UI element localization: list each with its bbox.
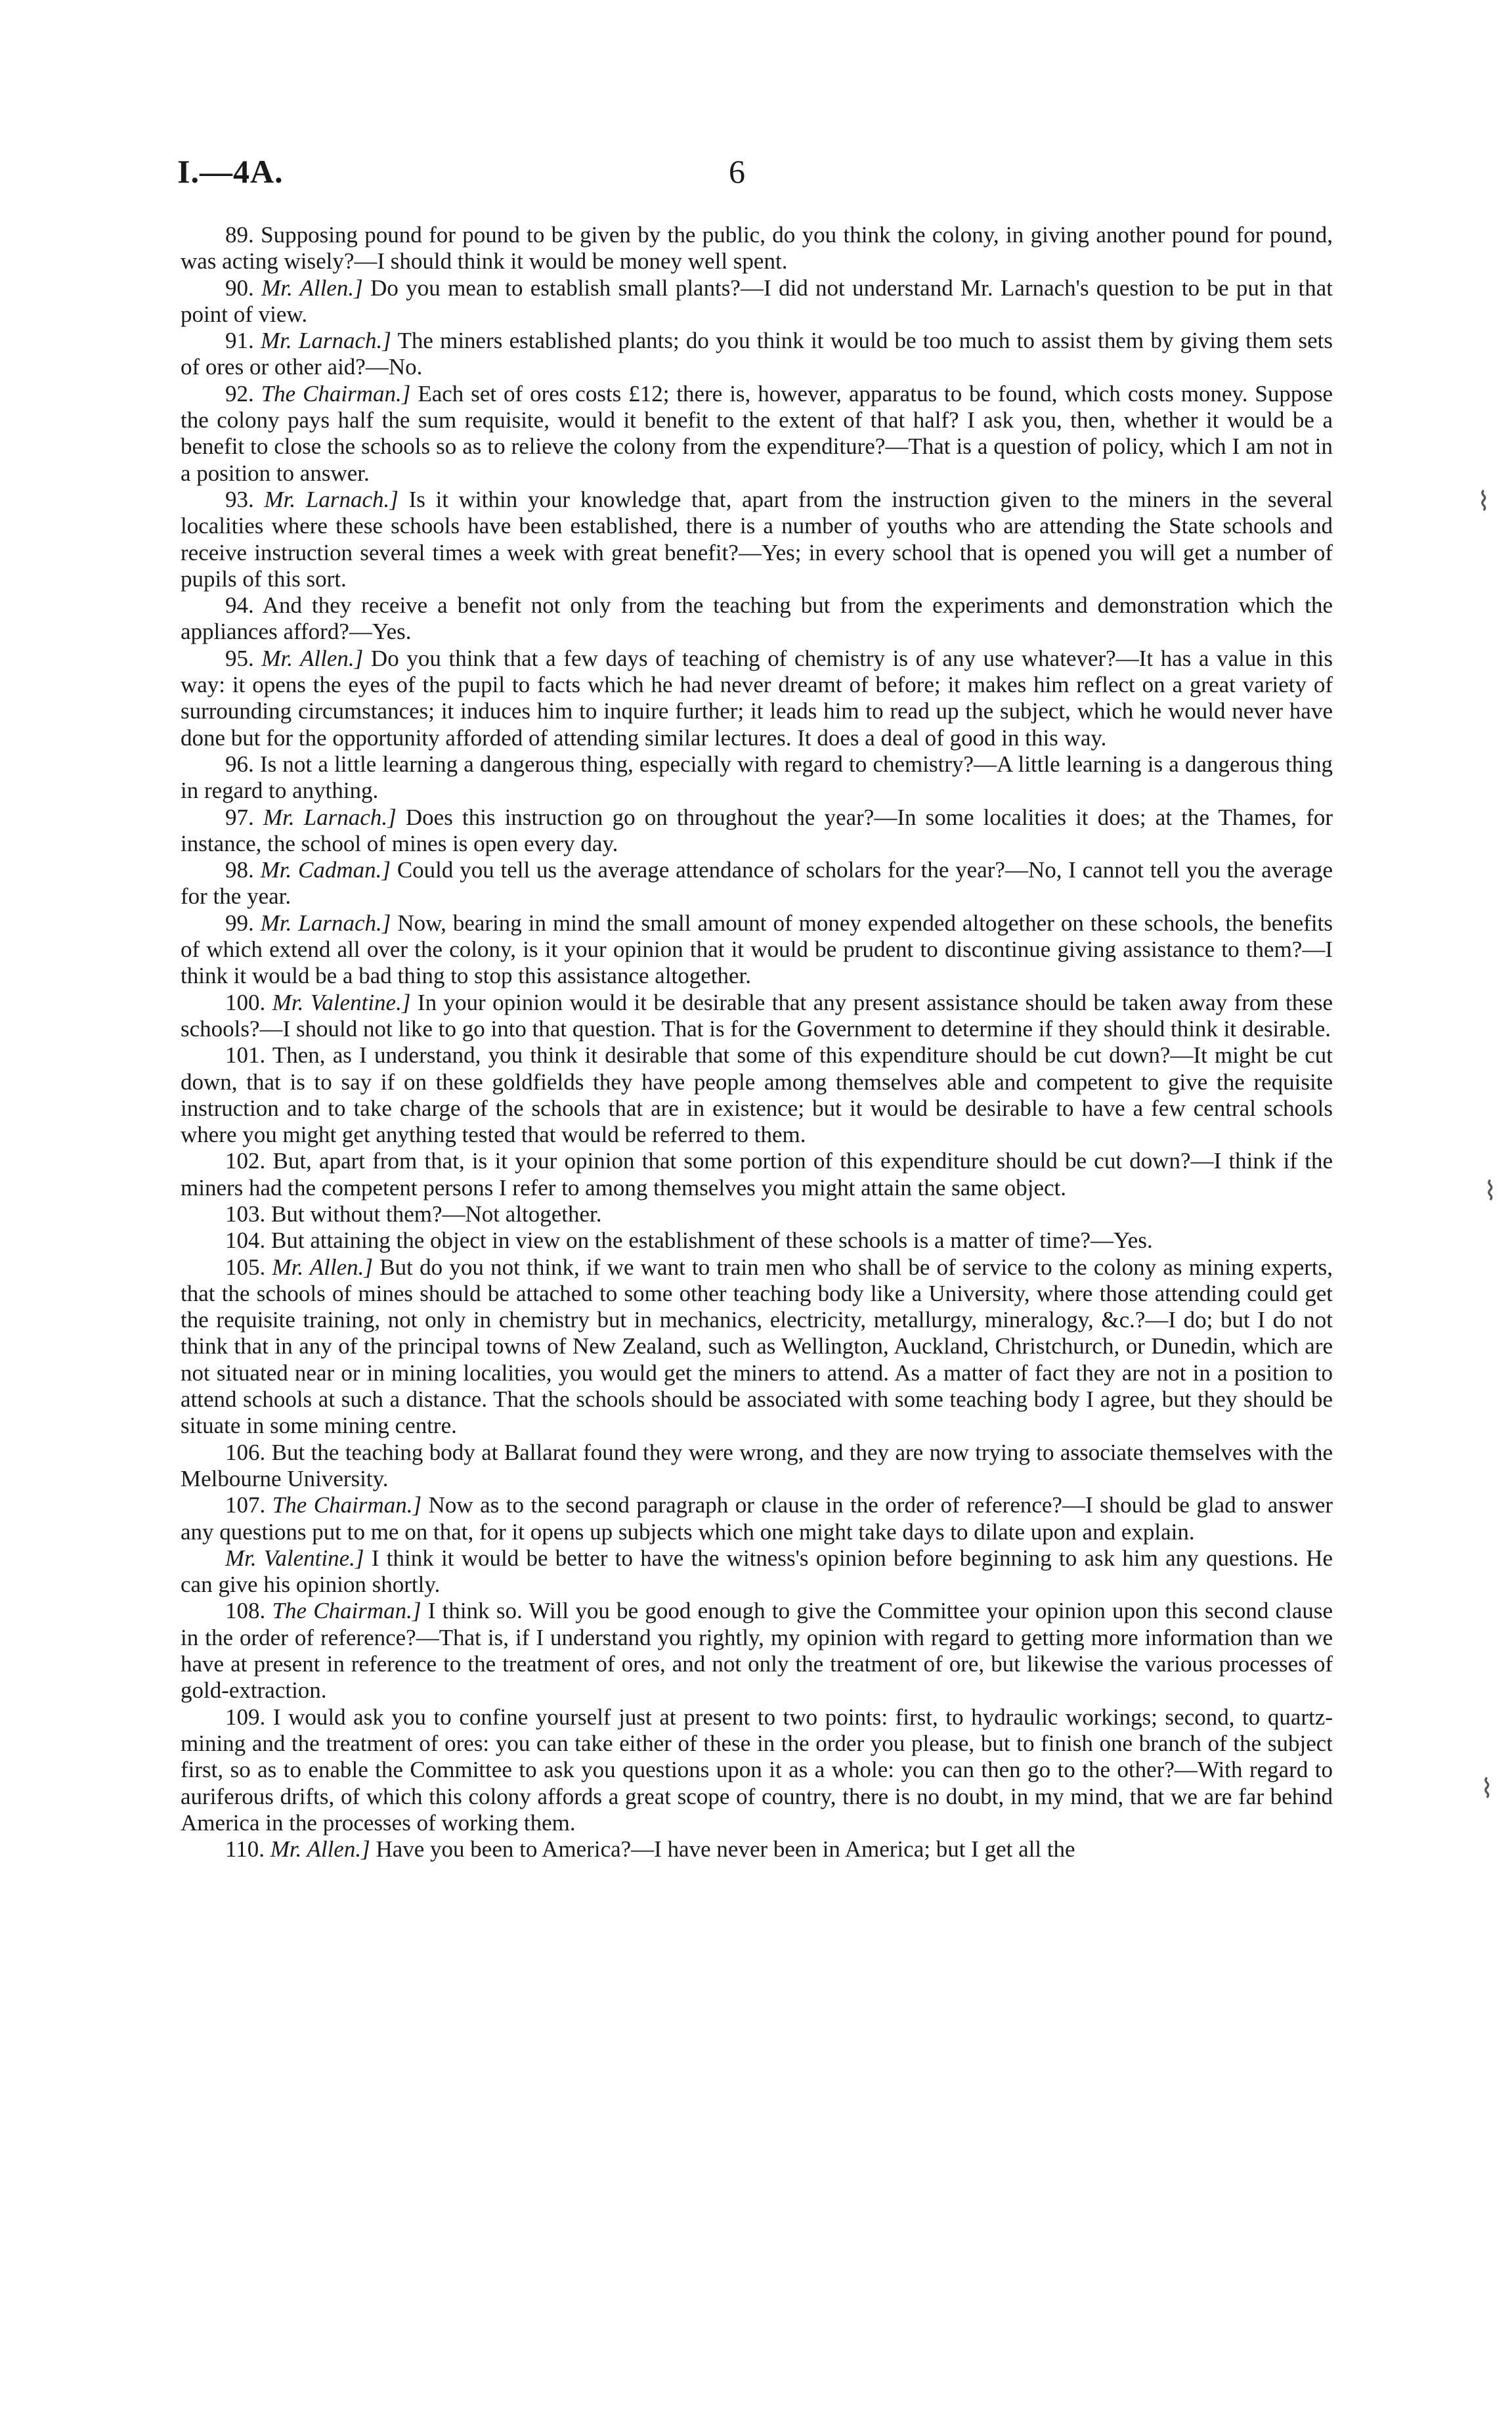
paragraph-text: Now as to the second paragraph or clause in the order of reference?—I should be glad to answer any questions put to me on that, for it opens up subjects which one might take days to dilate upon and explain.	[181, 1492, 1333, 1545]
question-paragraph	[181, 1254, 1333, 1440]
question-number: 102.	[225, 1148, 266, 1174]
speaker-name: Mr. Larnach.]	[264, 486, 399, 512]
paragraph-text: Supposing pound for pound to be given by the public, do you think the colony, in giving another pound for pound, was acting wisely?—I should think it would be money well spent.	[181, 222, 1333, 275]
question-number: 89.	[225, 222, 254, 248]
speaker-name: The Chairman.]	[272, 1492, 422, 1518]
question-paragraph	[181, 275, 1333, 328]
paragraph-text: I would ask you to confine yourself just at present to two points: first, to hydraulic workings; second, to quartz-mining and the treatment of ores: you can take either of these in the order you please, but to finish one branch of the subject first, so as to enable the Committee to ask you questions upon it as a whole: you can then go to the other?—With regard to auriferous drifts, of which this colony affords a great scope of country, there is no doubt, in my mind, that we are far behind America in the processes of working them.	[181, 1704, 1333, 1836]
question-paragraph	[181, 1148, 1333, 1201]
question-number: 107.	[225, 1492, 266, 1518]
speaker-name: Mr. Valentine.]	[225, 1545, 364, 1571]
question-number: 104.	[225, 1227, 266, 1254]
question-number: 99.	[225, 910, 254, 936]
minutes-of-evidence	[181, 222, 1333, 1863]
paragraph-text: I think it would be better to have the witness's opinion before beginning to ask him any questions. He can give his opinion shortly.	[181, 1545, 1333, 1598]
paragraph-text: Is it within your knowledge that, apart from the instruction given to the miners in the several localities where these schools have been established, there is a number of youths who are attending the State schools and receive instruction several times a week with great benefit?—Yes; in every school that is opened you will get a number of pupils of this sort.	[181, 486, 1333, 592]
paragraph-text: But do you not think, if we want to train men who shall be of service to the colony as mining experts, that the schools of mines should be attached to some other teaching body like a University, where those attending could get the requisite training, not only in chemistry but in mechanics, electricity, metallurgy, mineralogy, &c.?—I do; but I do not think that in any of the principal towns of New Zealand, such as Wellington, Auckland, Christchurch, or Dunedin, which are not situated near or in mining localities, you would get the miners to attend. As a matter of fact they are not in a position to attend schools at such a distance. That the schools should be associated with some teaching body I agree, but they should be situate in some mining centre.	[181, 1254, 1333, 1439]
page-number: 6	[729, 153, 745, 190]
question-paragraph	[181, 487, 1333, 592]
paragraph-text: Now, bearing in mind the small amount of money expended altogether on these schools, the benefits of which extend all over the colony, is it your opinion that it would be prudent to discontinue giving assistance to them?—I think it would be a bad thing to stop this assistance altogether.	[181, 910, 1333, 989]
question-paragraph	[181, 1545, 1333, 1599]
paragraph-text: Then, as I understand, you think it desirable that some of this expenditure should be cut down?—It might be cut down, that is to say if on these goldfields they have people among themselves able and competent to give the requisite instruction and to take charge of the schools that are in existence; but it would be desirable to have a few central schools where you might get anything tested that would be referred to them.	[181, 1042, 1333, 1148]
question-paragraph	[181, 857, 1333, 910]
question-paragraph	[181, 1704, 1333, 1836]
question-number: 90.	[225, 275, 254, 301]
paragraph-text: But the teaching body at Ballarat found they were wrong, and they are now trying to associate themselves with the Melbourne University.	[181, 1439, 1333, 1491]
speaker-name: Mr. Cadman.]	[260, 857, 391, 883]
question-paragraph	[181, 592, 1333, 646]
question-number: 106.	[225, 1439, 266, 1465]
question-paragraph	[181, 990, 1333, 1043]
question-number: 93.	[225, 486, 254, 512]
question-paragraph	[181, 328, 1333, 381]
speaker-name: Mr. Larnach.]	[263, 804, 397, 830]
speaker-name: The Chairman.]	[261, 380, 411, 407]
document-reference: I.—4A.	[177, 153, 284, 190]
speaker-name: Mr. Larnach.]	[260, 910, 391, 936]
question-paragraph	[181, 910, 1333, 990]
question-number: 92.	[225, 380, 254, 407]
question-paragraph	[181, 381, 1333, 487]
question-paragraph	[181, 1042, 1333, 1148]
page-header	[177, 152, 1336, 198]
question-paragraph	[181, 1201, 1333, 1227]
paragraph-text: Have you been to America?—I have never been in America; but I get all the	[376, 1836, 1075, 1863]
paragraph-text: The miners established plants; do you think it would be too much to assist them by giving them sets of ores or other aid?—No.	[181, 328, 1333, 380]
question-number: 95.	[225, 645, 254, 671]
question-paragraph	[181, 1836, 1333, 1863]
question-number: 91.	[225, 328, 254, 354]
question-number: 108.	[225, 1598, 266, 1624]
margin-mark: ⌇	[1480, 1774, 1494, 1803]
question-number: 101.	[225, 1042, 266, 1069]
paragraph-text: Do you mean to establish small plants?—I did not understand Mr. Larnach's question to be put in that point of view.	[181, 275, 1333, 327]
question-number: 100.	[225, 989, 266, 1015]
question-number: 109.	[225, 1704, 266, 1730]
question-number: 110.	[225, 1836, 265, 1863]
question-paragraph	[181, 1440, 1333, 1493]
question-number: 94.	[225, 592, 254, 619]
paragraph-text: But, apart from that, is it your opinion that some portion of this expenditure should be cut down?—I think if the miners had the competent persons I refer to among themselves you might attain the same object.	[181, 1148, 1333, 1201]
margin-mark: ⌇	[1484, 1176, 1497, 1206]
speaker-name: Mr. Allen.]	[272, 1254, 374, 1280]
speaker-name: Mr. Valentine.]	[272, 989, 411, 1015]
speaker-name: The Chairman.]	[272, 1598, 421, 1624]
paragraph-text: Could you tell us the average attendance of scholars for the year?—No, I cannot tell you the average for the year.	[181, 857, 1333, 910]
margin-mark: ⌇	[1477, 487, 1490, 516]
paragraph-text: Is not a little learning a dangerous thing, especially with regard to chemistry?—A little learning is a dangerous thing in regard to anything.	[181, 751, 1333, 804]
paragraph-text: Do you think that a few days of teaching of chemistry is of any use whatever?—It has a value in this way: it opens the eyes of the pupil to facts which he had never dreamt of before; it makes him reflect on a great variety of surrounding circumstances; it induces him to inquire further; it leads him to read up the subject, which he would never have done but for the opportunity afforded of attending similar lectures. It does a deal of good in this way.	[181, 645, 1333, 751]
question-paragraph	[181, 805, 1333, 858]
paragraph-text: But without them?—Not altogether.	[271, 1201, 602, 1227]
question-paragraph	[181, 646, 1333, 751]
speaker-name: Mr. Allen.]	[261, 275, 363, 301]
speaker-name: Mr. Allen.]	[270, 1836, 370, 1863]
speaker-name: Mr. Allen.]	[261, 645, 364, 671]
question-paragraph	[181, 222, 1333, 275]
speaker-name: Mr. Larnach.]	[260, 328, 391, 354]
paragraph-text: Each set of ores costs £12; there is, however, apparatus to be found, which costs money. Suppose the colony pays half the sum requisite, would it benefit to the extent of that half? I ask you, then, whether it would be a benefit to close the schools so as to relieve the colony from the expenditure?—That is a question of policy, which I am not in a position to answer.	[181, 380, 1333, 486]
question-number: 97.	[225, 804, 254, 830]
paragraph-text: I think so. Will you be good enough to give the Committee your opinion upon this second clause in the order of reference?—That is, if I understand you rightly, my opinion with regard to getting more information than we have at present in reference to the treatment of ores, and not only the treatment of ore, but likewise the various processes of gold-extraction.	[181, 1598, 1333, 1704]
paragraph-text: In your opinion would it be desirable that any present assistance should be taken away from these schools?—I should not like to go into that question. That is for the Government to determine if they should think it desirable.	[181, 989, 1333, 1042]
question-number: 98.	[225, 857, 254, 883]
question-paragraph	[181, 1492, 1333, 1545]
question-paragraph	[181, 1227, 1333, 1254]
question-paragraph	[181, 751, 1333, 805]
question-number: 103.	[225, 1201, 266, 1227]
question-number: 105.	[225, 1254, 266, 1280]
question-number: 96.	[225, 751, 254, 777]
paragraph-text: And they receive a benefit not only from the teaching but from the experiments and demonstration which the appliances afford?—Yes.	[181, 592, 1333, 645]
paragraph-text: But attaining the object in view on the establishment of these schools is a matter of time?—Yes.	[271, 1227, 1153, 1254]
question-paragraph	[181, 1598, 1333, 1704]
paragraph-text: Does this instruction go on throughout the year?—In some localities it does; at the Thames, for instance, the school of mines is open every day.	[181, 804, 1333, 856]
